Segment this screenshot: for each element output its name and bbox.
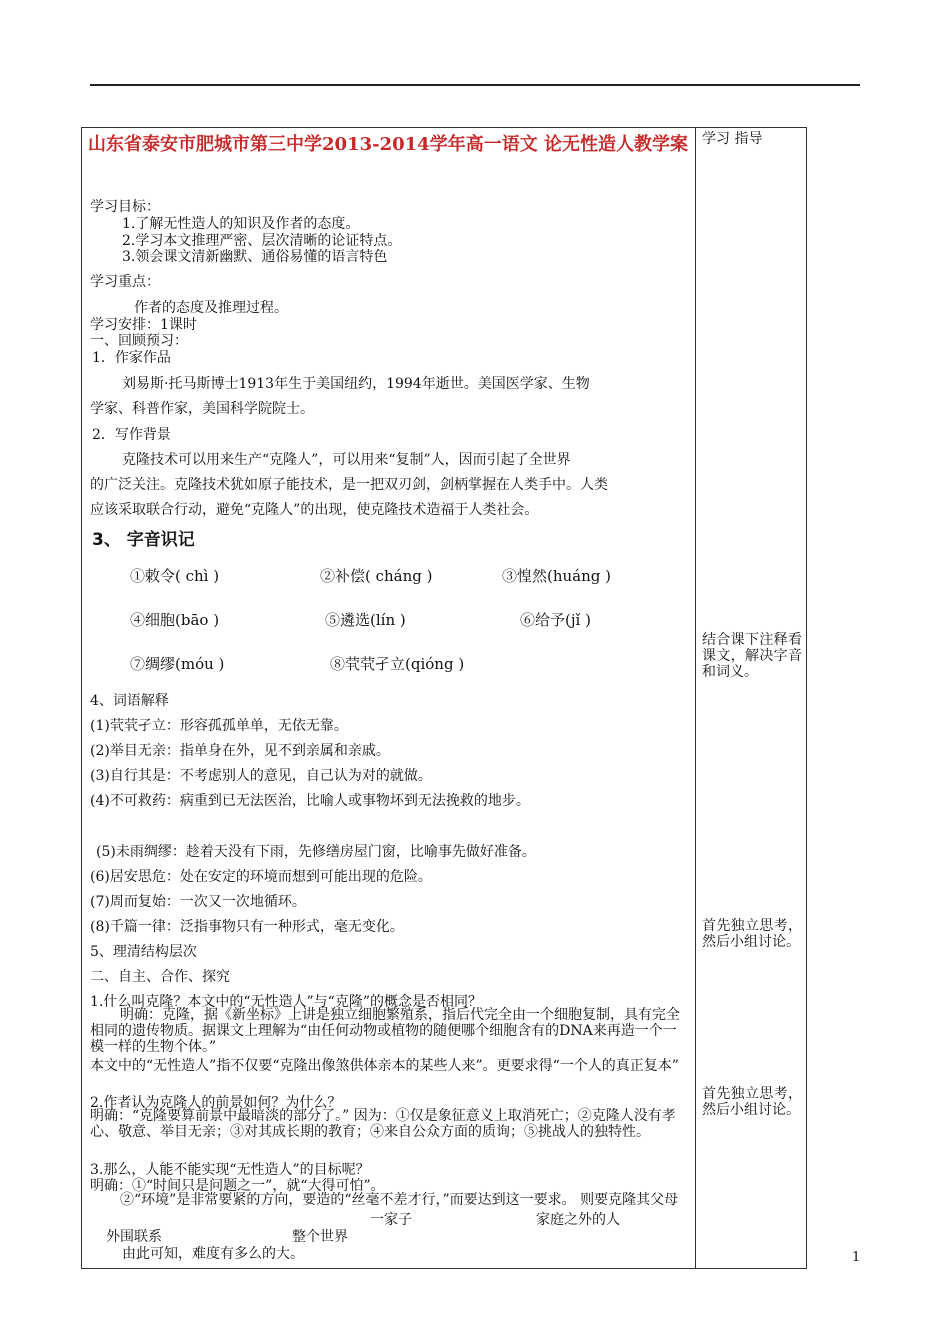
word-item: (1)茕茕孑立：形容孤孤单单，无依无靠。 xyxy=(90,718,348,734)
side-note-2: 首先独立思考，然后小组讨论。 xyxy=(702,918,802,950)
pron-item: ④细胞(bāo ) xyxy=(130,611,220,629)
review-heading: 一、回顾预习： xyxy=(90,333,188,349)
focus-heading: 学习重点： xyxy=(90,274,160,290)
side-note-1: 结合课下注释看课文，解决字音和词义。 xyxy=(702,632,802,680)
question-1: 1.什么叫克隆？本文中的“无性造人”与“克隆”的概念是否相同？ xyxy=(90,994,482,1010)
subheading: 1．作家作品 xyxy=(92,350,171,366)
chain-item: 外围联系 xyxy=(106,1229,162,1245)
pron-item: ②补偿( cháng ) xyxy=(320,567,433,585)
chain-item: 整个世界 xyxy=(292,1229,348,1245)
chain-item: 一家子 xyxy=(370,1212,412,1228)
word-item: (5)未雨绸缪：趁着天没有下雨，先修缮房屋门窗，比喻事先做好准备。 xyxy=(96,844,536,860)
word-item: (7)周而复始：一次又一次地循环。 xyxy=(90,894,306,910)
word-item: (3)自行其是：不考虑别人的意见，自己认为对的就做。 xyxy=(90,768,432,784)
content-area xyxy=(90,0,690,1344)
focus-text: 作者的态度及推理过程。 xyxy=(134,300,288,316)
arrange-text: 学习安排：1课时 xyxy=(90,317,197,333)
page-title: 山东省泰安市肥城市第三中学2013-2014学年高一语文 论无性造人教学案 xyxy=(88,134,688,155)
goal-item: 1.了解无性造人的知识及作者的态度。 xyxy=(122,216,360,232)
pron-item: ①敕令( chì ) xyxy=(130,567,220,585)
answer-3a: 明确：①“时间只是问题之一”，就“大得可怕”。 xyxy=(90,1178,385,1194)
answer-2: 明确：“克隆要算前景中最暗淡的部分了。” 因为：①仅是象征意义上取消死亡；②克隆人没有孝心、敬意、举目无亲；③对其成长期的教育；④来自公众方面的质询；⑤挑战人的独特性。 xyxy=(90,1108,676,1140)
paragraph-line: 的广泛关注。克隆技术犹如原子能技术，是一把双刃剑，剑柄掌握在人类手中。人类 xyxy=(90,477,608,493)
answer-3c: 由此可知，难度有多么的大。 xyxy=(122,1246,304,1262)
paragraph-line: 学家、科普作家，美国科学院院士。 xyxy=(90,401,314,417)
answer-1b: 本文中的“无性造人”指不仅要“克隆出像煞供体亲本的某些人来”。更要求得“一个人的真正复本” xyxy=(90,1058,679,1074)
subheading: 2．写作背景 xyxy=(92,427,171,443)
goal-item: 3.领会课文清新幽默、通俗易懂的语言特色 xyxy=(122,249,388,265)
side-note-3: 首先独立思考，然后小组讨论。 xyxy=(702,1086,802,1118)
word-item: (4)不可救药：病重到已无法医治，比喻人或事物坏到无法挽救的地步。 xyxy=(90,793,530,809)
question-3: 3.那么，人能不能实现“无性造人”的目标呢？ xyxy=(90,1162,370,1178)
paragraph-line: 应该采取联合行动，避免“克隆人”的出现，使克隆技术造福于人类社会。 xyxy=(90,502,539,518)
pron-item: ⑤遴选(lín ) xyxy=(325,611,406,629)
explore-heading: 二、自主、合作、探究 xyxy=(90,969,230,985)
pron-heading: 3、 字音识记 xyxy=(92,530,195,550)
question-2: 2.作者认为克隆人的前景如何？为什么？ xyxy=(90,1095,342,1111)
pron-item: ⑥给予(jǐ ) xyxy=(520,611,591,629)
page-number: 1 xyxy=(852,1250,861,1265)
answer-1: 明确：克隆，据《新坐标》上讲是独立细胞繁殖系，指后代完全由一个细胞复制，具有完全相同的遗传物质。据课文上理解为“由任何动物或植物的随便哪个细胞含有的DNA来再造一个一模一样的生物个体。” xyxy=(90,1007,680,1055)
pron-item: ⑧茕茕孑立(qióng ) xyxy=(330,655,465,673)
word-item: (8)千篇一律：泛指事物只有一种形式，毫无变化。 xyxy=(90,919,404,935)
column-divider xyxy=(695,127,696,1269)
goals-heading: 学习目标： xyxy=(90,199,160,215)
pron-item: ⑦绸缪(móu ) xyxy=(130,655,225,673)
words-heading: 4、词语解释 xyxy=(90,693,169,709)
word-item: (2)举目无亲：指单身在外，见不到亲属和亲戚。 xyxy=(90,743,390,759)
paragraph-line: 刘易斯·托马斯博士1913年生于美国纽约，1994年逝世。美国医学家、生物 xyxy=(122,376,590,392)
structure-heading: 5、理清结构层次 xyxy=(90,944,197,960)
side-header: 学习 指导 xyxy=(702,131,763,147)
goal-item: 2.学习本文推理严密、层次清晰的论证特点。 xyxy=(122,233,402,249)
paragraph-line: 克隆技术可以用来生产“克隆人”，可以用来“复制”人，因而引起了全世界 xyxy=(122,452,571,468)
pron-item: ③惶然(huáng ) xyxy=(502,567,611,585)
answer-3b: ②“环境”是非常要紧的方向，要造的“丝毫不差才行，”而要达到这一要求。 则要克隆其父母 xyxy=(120,1192,679,1208)
word-item: (6)居安思危：处在安定的环境而想到可能出现的危险。 xyxy=(90,869,432,885)
chain-item: 家庭之外的人 xyxy=(536,1212,620,1228)
